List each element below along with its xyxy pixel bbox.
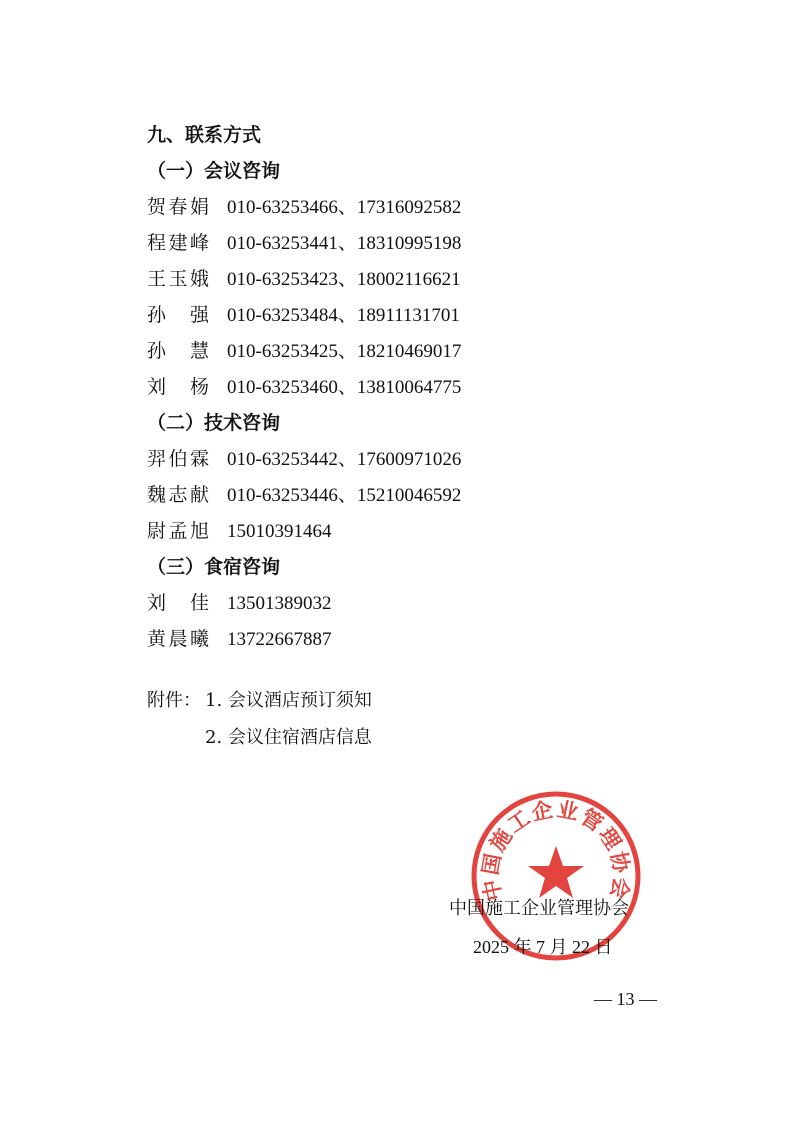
contact-row (147, 482, 461, 509)
contact-phone: 010-63253460、13810064775 (227, 377, 462, 398)
contact-name: 黄晨曦 (147, 628, 209, 650)
contact-row (147, 626, 332, 653)
contact-name: 孙强 (147, 304, 209, 326)
contact-phone: 010-63253466、17316092582 (227, 197, 462, 218)
contact-phone: 13501389032 (227, 593, 332, 614)
contact-row (147, 194, 461, 221)
contact-name: 程建峰 (147, 232, 209, 254)
contact-phone: 010-63253442、17600971026 (227, 449, 462, 470)
contact-name: 孙慧 (147, 340, 209, 362)
contact-row (147, 590, 332, 617)
contact-name: 贺春娟 (147, 196, 209, 218)
contact-phone: 010-63253441、18310995198 (227, 233, 462, 254)
attachment-item: 1. 会议酒店预订须知 (205, 690, 372, 711)
contact-name: 刘杨 (147, 376, 209, 398)
contact-phone: 010-63253423、18002116621 (227, 269, 461, 290)
group-title-lodging: （三）食宿咨询 (147, 556, 281, 578)
signature-date: 2025 年 7 月 22 日 (473, 937, 613, 957)
contact-phone: 15010391464 (227, 521, 332, 542)
group-title-meeting: （一）会议咨询 (147, 160, 281, 182)
signature-org: 中国施工企业管理协会 (449, 898, 629, 919)
contact-row (147, 338, 461, 365)
contact-row (147, 302, 460, 329)
contact-phone: 010-63253446、15210046592 (227, 485, 462, 506)
attachment-item: 2. 会议住宿酒店信息 (205, 727, 372, 748)
attachment-label: 附件： (147, 690, 201, 711)
attachment-line-2 (205, 725, 372, 751)
attachment-line-1 (147, 688, 372, 714)
page-number: — 13 — (594, 989, 657, 1009)
contact-row (147, 230, 461, 257)
contact-name: 羿伯霖 (147, 448, 209, 470)
contact-phone: 13722667887 (227, 629, 332, 650)
contact-name: 尉孟旭 (147, 520, 209, 542)
contact-name: 刘佳 (147, 592, 209, 614)
contact-phone: 010-63253425、18210469017 (227, 341, 462, 362)
seal-text: 中国施工企业管理协会 (478, 797, 634, 903)
contact-name: 王玉娥 (147, 268, 209, 290)
contact-row (147, 446, 461, 473)
section-title: 九、联系方式 (147, 124, 262, 146)
contact-name: 魏志献 (147, 484, 209, 506)
contact-phone: 010-63253484、18911131701 (227, 305, 460, 326)
contact-row (147, 266, 461, 293)
contact-row (147, 518, 332, 545)
contact-row (147, 374, 461, 401)
group-title-technical: （二）技术咨询 (147, 412, 281, 434)
